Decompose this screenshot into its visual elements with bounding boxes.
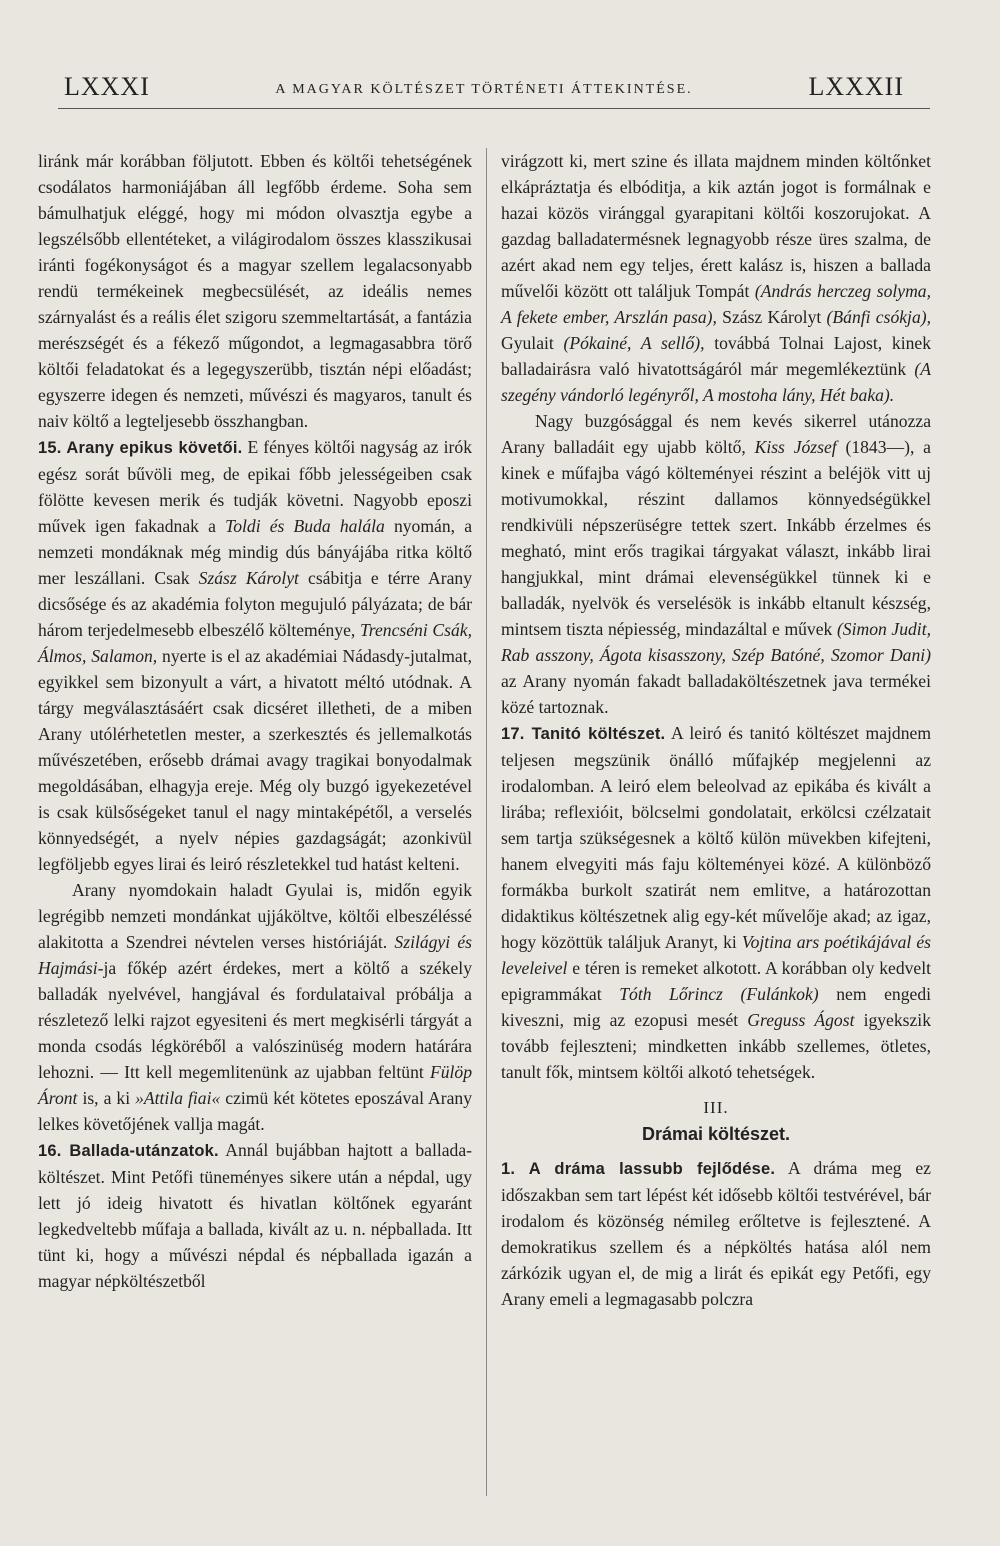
paragraph: Nagy buzgósággal és nem kevés sikerrel utánozza Arany balladáit egy ujabb költő, Kiss József (1843—), a kinek e műfajba vágó költeményei részint a beléjök vitt uj motivumokkal, részint dallamos könnyedségükkel rendkivüli népszerüségre tettek szert. Inkább érzelmes és megható, mint erős tragikai tárgyakat választ, inkább lirai hangjukkal, mint drámai elevenségükkel tünnek ki e balladák, nyelvök és verselésök is inkább eltanult készség, mintsem tiszta népiesség, mindazáltal e művek (Simon Judit, Rab asszony, Ágota kisasszony, Szép Batóné, Szomor Dani) az Arany nyomán fakadt balladaköltészetnek java termékei közé tartoznak. <box>501 411 931 717</box>
running-title: A MAGYAR KÖLTÉSZET TÖRTÉNETI ÁTTEKINTÉSE. <box>275 82 693 97</box>
section-17-paragraph: 17. Tanitó költészet. A leiró és tanitó költészet majdnem teljesen megszünik önálló műfajkép megjelenni az irodalomban. A leiró elem beleolvad az epikába és kivált a lirába; reflexióit, bölcselmi gondolatait, erkölcsi czélzatait sem tartja szükségesnek a költő külön müvekben kifejteni, hanem elvegyiti más faju költeményei közé. A különböző formákba burkolt szatirát nem emlitve, a határozottan didaktikus költészetnek alig egy-két művelője akad; az igaz, hogy közöttük találjuk Aranyt, ki Vojtina ars poétikájával és leveleivel e téren is remeket alkotott. A korábban oly kedvelt epigrammákat Tóth Lőrincz (Fulánkok) nem engedi kiveszni, mig az ezopusi mesét Greguss Ágost igyekszik tovább fejleszteni; mindketten inkább szellemes, ötletes, tanult fők, mintsem költői alkotó tehetségek. <box>501 723 932 1082</box>
paragraph: liránk már korábban följutott. Ebben és költői tehetségének csodálatos harmoniájában áll legfőbb érdeme. Soha sem bámulhatjuk eléggé, hogy mi módon olvasztja egybe a legszélsőbb ellentéteket, a világirodalom összes klasszikusai iránti fogékonyságot és a magyar szellem legalacsonyabb rendü termékeinek megbecsülését, az ideális nemes szárnyalást és a reális élet szigoru szemmeltartását, a fantázia merészségét és a fékező műgondot, a legmagasabbra törő költői feladatokat és a legegyszerübb, tisztán népi előadást; egyszerre idegen és nemzeti, művészi és magyaros, tanult és naiv költő a legteljesebb összhangban. <box>38 151 472 431</box>
paragraph: virágzott ki, mert szine és illata majdnem minden költőnket elkápráztatja és elbóditja, a kik aztán jogot is formálnak e hazai közös viránggal gyarapitani költői koszorujokat. A gazdag balladatermésnek legnagyobb része üres szalma, de azért akad nem egy teljes, érett kalász is, hiszen a ballada művelői között ott találjuk Tompát (András herczeg solyma, A fekete ember, Arszlán pasa), Szász Károlyt (Bánfi csókja), Gyulait (Pókainé, A sellő), továbbá Tolnai Lajost, kinek balladairásra való hivatottságáról már megemlékeztünk (A szegény vándorló legényről, A mostoha lány, Hét baka). <box>501 151 932 405</box>
right-column <box>501 148 931 1312</box>
section-heading: 15. Arany epikus követői. <box>38 439 243 457</box>
section-16-paragraph: 16. Ballada-utánzatok. Annál bujábban hajtott a ballada-költészet. Mint Petőfi tüneményes sikere után a népdal, ugy lett jó ideig hivatott és hivatlan költőnek egyaránt legkedveltebb műfaja a ballada, kivált az u. n. népballada. Itt tünt ki, hogy a művészi népdal és népballada igazán a magyar népköltészetből <box>38 1140 472 1291</box>
section-heading: 1. A dráma lassubb fejlődése. <box>501 1160 776 1178</box>
section-15-paragraph: 15. Arany epikus követői. E fényes költői nagyság az irók egész sorát bűvöli meg, de epikai főbb jelességeiben csak fölötte kevesen merik és tudják követni. Nagyobb eposzi művek igen fakadnak a Toldi és Buda halála nyomán, a nemzeti mondáknak még mindig dús bányájába ritka költő mer leszállani. Csak Szász Károlyt csábitja e térre Arany dicsősége és az akadémia folyton megujuló pályázata; de bár három terjedelmesebb elbeszélő költeménye, Trencséni Csák, Álmos, Salamon, nyerte is el az akadémiai Nádasdy-jutalmat, egyikkel sem bizonyult a várt, a hivatott méltó utódnak. A tárgy megválasztásáért csak dicséret illetheti, de a miben Arany utólérhetetlen mester, a szerkesztés és jellemalkotás művészetében, erősebb drámai avagy tragikai bonyodalmak megoldásában, elhagyja ereje. Még oly buzgó igyekezetével is csak külsőségeket tanul el nagy mintaképétől, a verselés könnyedségét, a nyelv népies gazdagságát; azonkivül legföljebb egyes lirai és leiró részletekkel tud hatást kelteni. <box>38 437 473 874</box>
page-number-right: LXXXII <box>808 72 904 101</box>
section-title: Drámai költészet. <box>641 1124 791 1144</box>
header-rule <box>58 108 930 109</box>
section-heading: 16. Ballada-utánzatok. <box>38 1142 219 1160</box>
page-number-left: LXXXI <box>64 72 150 101</box>
left-column <box>38 148 472 1294</box>
section-number: III. <box>703 1098 729 1117</box>
column-divider <box>486 148 487 1496</box>
section-heading: 17. Tanitó költészet. <box>501 725 666 743</box>
section-1-paragraph: 1. A dráma lassubb fejlődése. A dráma meg ez időszakban sem tart lépést két idősebb költői testvérével, bár irodalom és közönség némileg erőltetve is fejlesztené. A demokratikus szellem és a népköltés hatása alól nem zárkózik ugyan el, de mig a lirát és epikát egy Petőfi, egy Arany emeli a legmagasabb polczra <box>501 1158 931 1309</box>
paragraph: Arany nyomdokain haladt Gyulai is, midőn egyik legrégibb nemzeti mondánkat ujjáköltve, költői elbeszéléssé alakitotta a Szendrei névtelen verses históriáját. Szilágyi és Hajmási-ja főkép azért érdekes, mert a költő a székely balladák nyelvével, hangjával és fordulataival próbálja a részletező lelki rajzot egyesiteni és mert megkisérli tárgyát a monda csodás légköréből a valószinüség modern határára lehozni. — Itt kell megemlitenünk az ujabban feltünt Fülöp Áront is, a ki »Attila fiai« czimü két kötetes eposzával Arany lelkes követőjének vallja magát. <box>38 880 473 1134</box>
page-header <box>64 64 904 112</box>
